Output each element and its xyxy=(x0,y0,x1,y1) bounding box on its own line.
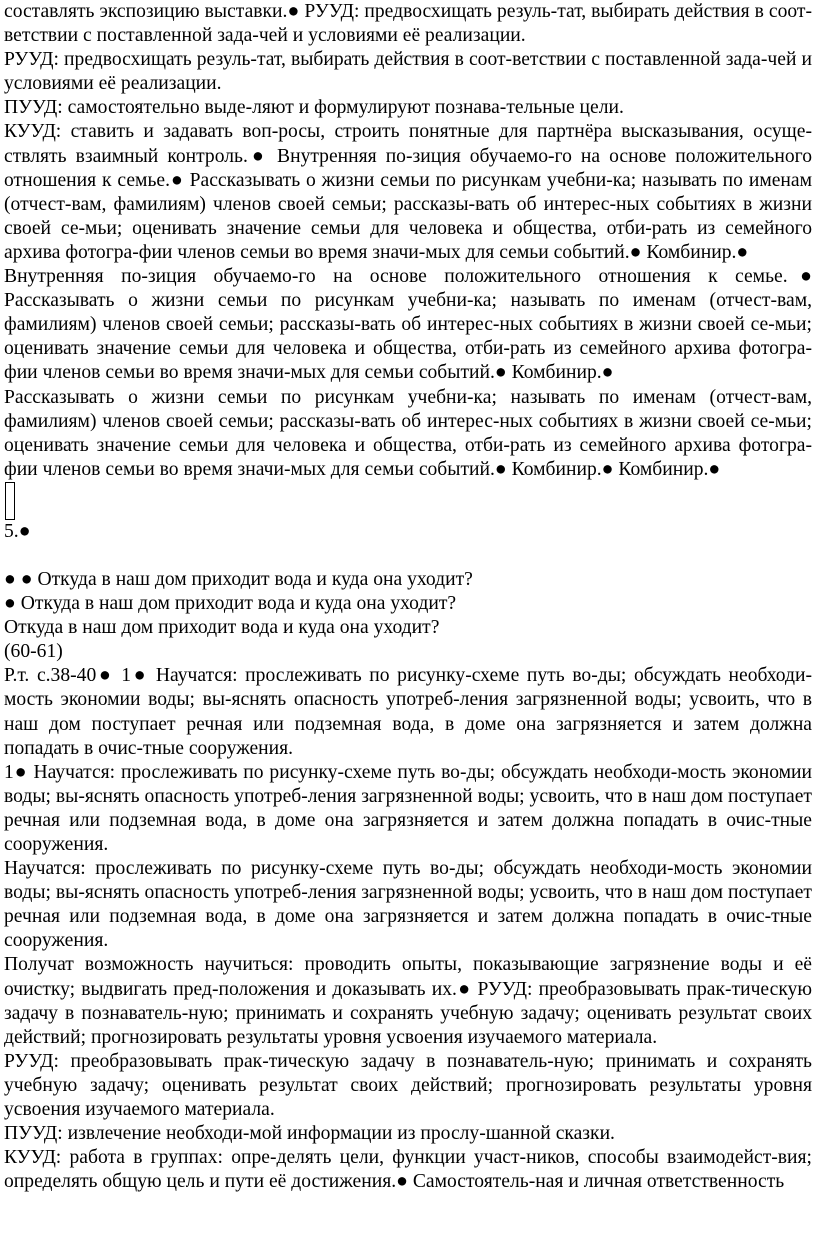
paragraph: РУУД: предвосхищать резуль-тат, выбирать действия в соот-ветствии с поставленной зада-чей и условиями её реализации. xyxy=(4,49,812,95)
question-line: ● Откуда в наш дом приходит вода и куда она уходит? xyxy=(4,593,457,615)
paragraph: 1● Научатся: прослеживать по рисунку-схеме путь во-ды; обсуждать необходи-мость экономии воды; вы-яснять опасность употреб-ления загрязненной воды; усвоить, что в наш дом поступает речная или подземная вода, в доме она загрязняется и затем должна попадать в очис-тные сооружения. xyxy=(4,761,812,855)
paragraph: Внутренняя по-зиция обучаемо-го на основе положительного отношения к семье.● Рассказывать о жизни семьи по рисункам учебни-ка; называть по именам (отчест-вам, фамилиям) членов своей семьи; рассказы-вать об интерес-ных событиях в жизни своей се-мьи; оценивать значение семьи для человека и общества, отби-рать из семейного архива фотогра-фии членов семьи во время значи-мых для семьи событий.● Комбинир.● xyxy=(4,266,812,384)
question-line: Откуда в наш дом приходит вода и куда она уходит? xyxy=(4,617,440,639)
paragraph: Рассказывать о жизни семьи по рисункам учебни-ка; называть по именам (отчест-вам, фамилиям) членов своей семьи; рассказы-вать об интерес-ных событиях в жизни своей се-мьи; оценивать значение семьи для человека и общества, отби-рать из семейного архива фотогра-фии членов семьи во время значи-мых для семьи событий.● Комбинир.● Комбинир.● xyxy=(4,386,812,480)
question-line: ● ● Откуда в наш дом приходит вода и куда она уходит? xyxy=(4,568,473,590)
paragraph: составлять экспозицию выставки.● РУУД: предвосхищать резуль-тат, выбирать действия в соот-ветствии с поставленной зада-чей и условиями её реализации. xyxy=(4,1,812,47)
paragraph: Научатся: прослеживать по рисунку-схеме путь во-ды; обсуждать необходи-мость экономии воды; вы-яснять опасность употреб-ления загрязненной воды; усвоить, что в наш дом поступает речная или подземная вода, в доме она загрязняется и затем должна попадать в очис-тные сооружения. xyxy=(4,858,812,952)
paragraph: Получат возможность научиться: проводить опыты, показывающие загрязнение воды и её очистку; выдвигать пред-положения и доказывать их.● РУУД: преобразовывать прак-тическую задачу в познаватель-ную; принимать и сохранять учебную задачу; оценивать результат своих действий; прогнозировать результаты уровня усвоения изучаемого материала. xyxy=(4,954,812,1048)
paragraph: Р.т. с.38-40● 1● Научатся: прослеживать по рисунку-схеме путь во-ды; обсуждать необходи-мость экономии воды; вы-яснять опасность употреб-ления загрязненной воды; усвоить, что в наш дом поступает речная или подземная вода, в доме она загрязняется и затем должна попадать в очис-тные сооружения. xyxy=(4,665,812,759)
paragraph: КУУД: ставить и задавать воп-росы, строить понятные для партнёра высказывания, осуще-ствлять взаимный контроль.● Внутренняя по-зиция обучаемо-го на основе положительного отношения к семье.● Рассказывать о жизни семьи по рисункам учебни-ка; называть по именам (отчест-вам, фамилиям) членов своей семьи; рассказы-вать об интерес-ных событиях в жизни своей се-мьи; оценивать значение семьи для человека и общества, отби-рать из семейного архива фотогра-фии членов семьи во время значи-мых для семьи событий.● Комбинир.● xyxy=(4,121,812,263)
paragraph: ПУУД: самостоятельно выде-ляют и формулируют познава-тельные цели. xyxy=(4,97,624,119)
page-reference: (60-61) xyxy=(4,641,63,663)
paragraph: ПУУД: извлечение необходи-мой информации из прослу-шанной сказки. xyxy=(4,1123,615,1145)
empty-table-cell xyxy=(5,482,15,520)
paragraph: РУУД: преобразовывать прак-тическую задачу в познаватель-ную; принимать и сохранять учебную задачу; оценивать результат своих действий; прогнозировать результаты уровня усвоения изучаемого материала. xyxy=(4,1050,812,1121)
lesson-number: 5.● xyxy=(4,520,31,542)
paragraph: КУУД: работа в группах: опре-делять цели, функции участ-ников, способы взаимодейст-вия; определять общую цель и пути её достижения.● Самостоятель-ная и личная ответственность xyxy=(4,1147,812,1193)
